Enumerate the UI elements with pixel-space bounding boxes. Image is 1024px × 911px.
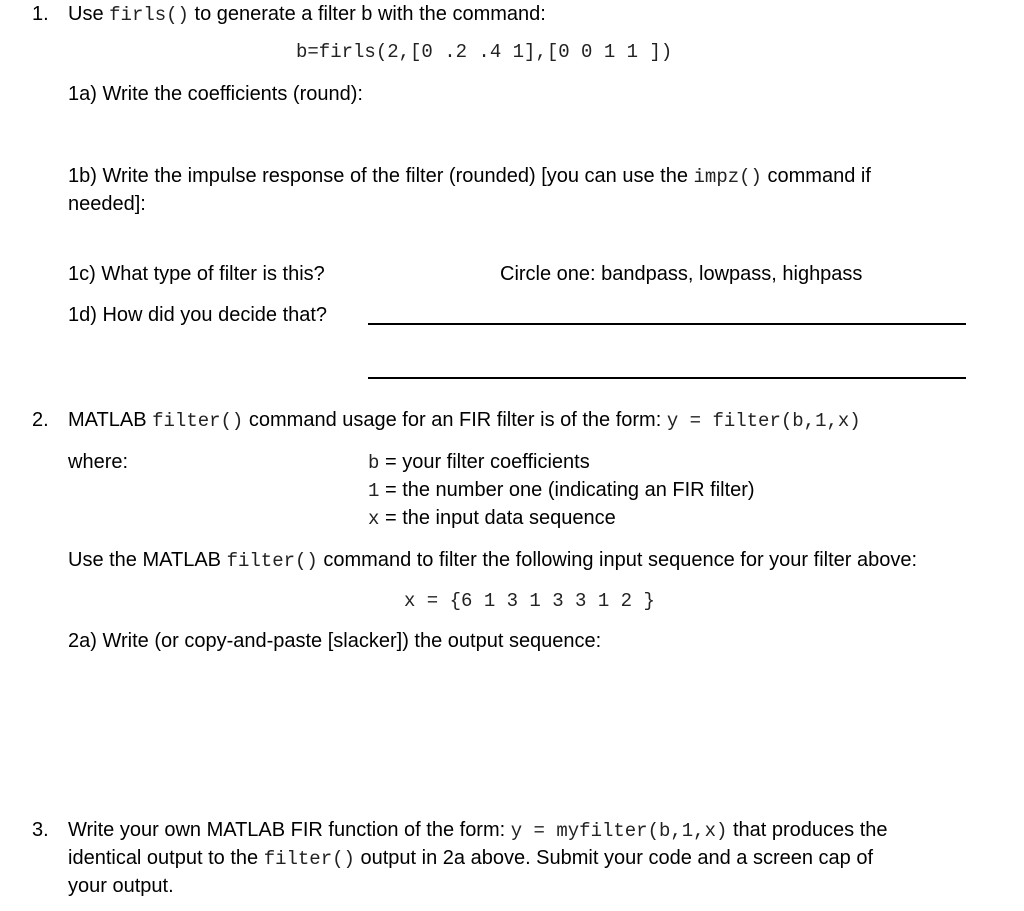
question-2-intro-text: MATLAB [68,409,147,431]
definition-b-symbol: b [368,452,380,474]
where-label: where: [68,451,129,473]
question-1b-text: 1b) Write the impulse response of the filter (rounded) [you can use the [68,165,688,187]
filter-code-3: filter() [263,848,355,870]
question-3-text: Write your own MATLAB FIR function of the form: [68,819,506,841]
question-2-instruction-text-2: command to filter the following input sequence for your filter above: [323,549,918,571]
question-1b-line-1 [68,162,871,191]
question-2-intro [68,406,861,435]
question-1a-label: 1a) Write the coefficients (round): [68,83,363,105]
question-3-number: 3. [32,819,49,841]
firls-code: firls() [109,4,189,26]
filter-type-choices[interactable]: Circle one: bandpass, lowpass, highpass [500,263,863,285]
definition-b [368,448,590,477]
question-2-instruction-text: Use the MATLAB [68,549,222,571]
definition-1 [368,476,755,505]
question-2-intro-text-2: command usage for an FIR filter is of the form: [248,409,662,431]
impz-code: impz() [693,166,762,188]
question-1b-text-2: command if [767,165,871,187]
answer-line-2[interactable] [368,377,966,379]
input-sequence: x = {6 1 3 1 3 3 1 2 } [404,590,655,612]
filter-usage-form: y = filter(b,1,x) [666,410,861,432]
question-2a-label: 2a) Write (or copy-and-paste [slacker]) the output sequence: [68,630,602,652]
question-1d-label: 1d) How did you decide that? [68,304,328,326]
myfilter-form: y = myfilter(b,1,x) [510,820,728,842]
question-1-intro-text: Use [68,3,104,25]
firls-command: b=firls(2,[0 .2 .4 1],[0 0 1 1 ]) [296,41,673,63]
question-1b-line-2: needed]: [68,193,146,215]
definition-x [368,504,616,533]
filter-code: filter() [152,410,244,432]
definition-1-text: = the number one (indicating an FIR filter) [379,479,755,501]
definition-1-symbol: 1 [368,480,380,502]
question-3-text-2: that produces the [732,819,888,841]
question-2-instruction [68,546,917,575]
definition-x-symbol: x [368,508,380,530]
question-3-text-3: identical output to the [68,847,259,869]
question-3-line-3: your output. [68,875,174,897]
question-2-number: 2. [32,409,49,431]
filter-code-2: filter() [226,550,318,572]
question-3-line-1 [68,816,888,845]
question-1-intro [68,0,546,29]
question-1-number: 1. [32,3,49,25]
question-1-intro-text-2: to generate a filter b with the command: [194,3,546,25]
answer-line-1[interactable] [368,323,966,325]
question-3-line-2 [68,844,873,873]
definition-x-text: = the input data sequence [379,507,616,529]
definition-b-text: = your filter coefficients [379,451,590,473]
question-1c-label: 1c) What type of filter is this? [68,263,325,285]
question-3-text-4: output in 2a above. Submit your code and a screen cap of [360,847,874,869]
